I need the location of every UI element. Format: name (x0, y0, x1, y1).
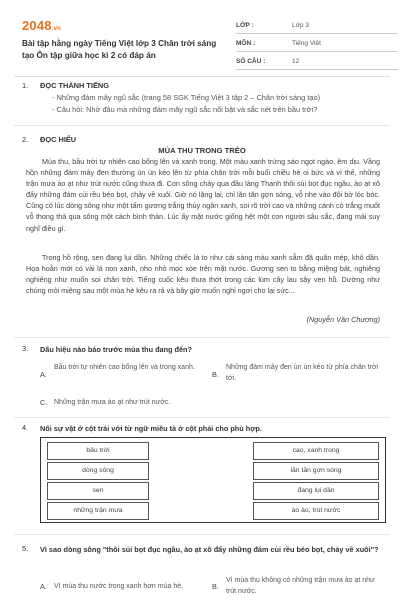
match-right-item[interactable]: cao, xanh trong (253, 442, 379, 460)
question-text: Vì sao dòng sông "thôi sủi bọt đục ngầu, ào ạt xô đẩy những đám củi rều béo bọt, chảy về xuôi"? (40, 545, 379, 554)
section-title: ĐỌC THÀNH TIẾNG (40, 81, 109, 90)
passage-paragraph: Mùa thu, bầu trời tự nhiên cao bổng lên và xanh trong. Một màu xanh trứng sáo ngọt ngào, êm dịu. Vầng hồn những đám mây đen thường ùn ùn kéo lên từ phía chân trời mỗi buổi chiều hè oi bức và vì thế, những trận mưa ào ạt như trút nước cũng thưa đi. Con sông chảy qua đầu làng Thanh thôi sủi bọt đục ngầu, ào ạt xô đẩy những đám củi rều béo bọt, chảy về xuôi. Giờ nó lặng lại, chỉ lăn tăn gợn sóng, vỗ nhẹ vào đôi bờ lóc bóc. Cũng có lúc dòng sông như một tấm gương trắng thủy ngân xanh, soi rõ trời cao và những cánh cò trắng muốt vỗ thong thả qua sông một cách bình thản. Lúc ấy mặt nước giống hệt một con người sâu sắc, đang mải suy nghĩ điều gì. (26, 157, 380, 233)
divider (14, 534, 390, 535)
option-text: Những đám mây đen ùn ùn kéo từ phía chân trời tới. (226, 364, 379, 382)
option-text: Những trận mưa ào ạt như trút nước. (54, 399, 171, 406)
option-text: Vì mùa thu nước trong xanh hơn mùa hè. (54, 583, 184, 590)
meta-label: MÔN : (236, 40, 256, 47)
match-right-item[interactable]: ào ào, trút nước (253, 502, 379, 520)
site-logo[interactable] (22, 18, 61, 33)
question-number: 4. (22, 423, 29, 432)
question-text: Dấu hiệu nào báo trước mùa thu đang đến? (40, 345, 192, 354)
passage-title: MÙA THU TRONG TRẺO (158, 146, 246, 155)
logo-main: 2048 (22, 18, 52, 33)
logo-suffix: .vn (51, 26, 62, 32)
divider (14, 417, 390, 418)
passage-paragraph: Trong hồ rộng, sen đang lụi dần. Những chiếc lá to như cái sàng màu xanh sẫm đã quăn mép, khô dần. Họa hoằn mới có vài lá non xanh, nho nhỏ mọc xòe trên mặt nước. Gương sen to bằng miệng bát, nghiêng nghiêng như muốn soi chân trời. Tiếng cuốc kêu thưa thớt trong các lùm cây lau sậy ven hồ. Dường như chúng mỏi miệng sau một mùa hè kêu ra rả và bây giờ muốn nghỉ ngơi cho lại sức... (26, 253, 380, 296)
header (14, 8, 390, 72)
question-number: 5. (22, 544, 29, 553)
section-title: ĐỌC HIỂU (40, 135, 77, 144)
match-right-item[interactable]: đang lụi dần (253, 482, 379, 500)
option-label: A. (40, 582, 47, 591)
section-line: - Câu hỏi: Nhờ đâu mà những đám mây ngũ sắc nổi bật và sắc nét trên bầu trời? (52, 105, 318, 114)
meta-label: LỚP : (236, 22, 254, 29)
option-label: B. (212, 582, 219, 591)
matching-table (40, 437, 386, 523)
match-left-item[interactable]: bầu trời (47, 442, 149, 460)
meta-row-class (236, 18, 398, 34)
meta-info (236, 18, 398, 72)
match-right-item[interactable]: lăn tăn gợn sóng (253, 462, 379, 480)
meta-row-subject (236, 36, 398, 52)
question-text: Nối sự vật ở cột trái với từ ngữ miêu tả ở cột phải cho phù hợp. (40, 424, 262, 433)
option-text: Bầu trời tự nhiên cao bổng lên và trong xanh. (54, 364, 195, 371)
match-left-item[interactable]: sen (47, 482, 149, 500)
meta-value: Lớp 3 (292, 22, 309, 29)
section-line: - Những đám mây ngũ sắc (trang 58 SGK Tiếng Việt 3 tập 2 – Chân trời sáng tạo) (52, 93, 321, 102)
section-number: 2. (22, 135, 29, 144)
meta-value: 12 (292, 58, 300, 65)
section-number: 1. (22, 81, 29, 90)
page-title: Bài tập hằng ngày Tiếng Việt lớp 3 Chân trời sáng tạo Ôn tập giữa học kì 2 có đáp án (22, 39, 217, 60)
option-label: C. (40, 398, 48, 407)
divider (14, 337, 390, 338)
option-label: A. (40, 370, 47, 379)
option-text: Vì mùa thu không có những trận mưa ào ạt như trút nước. (226, 577, 375, 595)
option-label: B. (212, 370, 219, 379)
passage-author: (Nguyễn Văn Chương) (306, 315, 380, 324)
meta-value: Tiếng Việt (292, 40, 321, 47)
meta-row-count (236, 54, 398, 70)
meta-label: SỐ CÂU : (236, 58, 266, 65)
match-left-item[interactable]: những trận mưa (47, 502, 149, 520)
match-left-item[interactable]: dòng sông (47, 462, 149, 480)
divider (14, 125, 390, 126)
question-number: 3. (22, 344, 29, 353)
header-divider (14, 76, 390, 77)
